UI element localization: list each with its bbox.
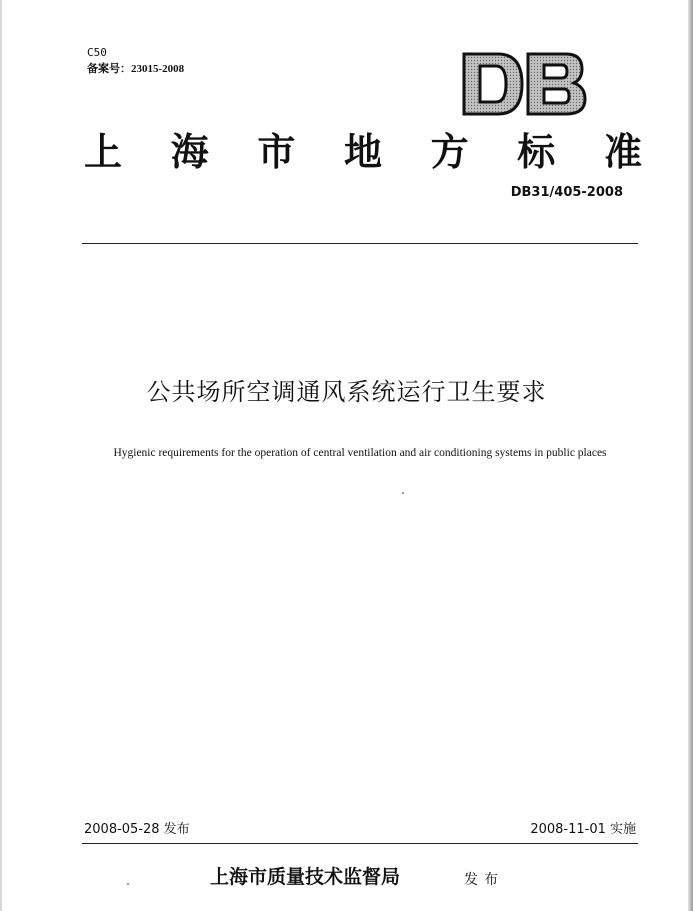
record-number: 备案号：23015-2008 bbox=[87, 63, 185, 75]
standard-heading bbox=[84, 128, 642, 176]
footer-dates bbox=[84, 820, 636, 840]
title-chinese: 公共场所空调通风系统运行卫生要求 bbox=[146, 378, 547, 406]
issue-date: 2008-05-28 发布 bbox=[84, 822, 190, 837]
heading-char: 方 bbox=[430, 129, 469, 174]
scan-speck bbox=[127, 883, 129, 885]
top-divider bbox=[82, 243, 638, 244]
heading-char: 地 bbox=[343, 129, 382, 174]
implementation-date: 2008-11-01 实施 bbox=[530, 822, 636, 837]
title-english: Hygienic requirements for the operation of central ventilation and air conditioning systems in public places bbox=[113, 447, 607, 459]
heading-char: 海 bbox=[170, 129, 209, 174]
page-right-edge-shadow bbox=[688, 0, 693, 911]
scan-speck bbox=[402, 492, 404, 494]
heading-char: 标 bbox=[517, 129, 556, 174]
classification-code: C50 bbox=[87, 46, 107, 59]
page-left-edge bbox=[0, 0, 2, 911]
bottom-divider bbox=[82, 843, 638, 844]
publisher-name: 上海市质量技术监督局 bbox=[210, 866, 401, 888]
db-logo bbox=[458, 50, 590, 118]
standard-number: DB31/405-2008 bbox=[510, 185, 623, 200]
logo-letter-b bbox=[528, 54, 585, 114]
heading-char: 市 bbox=[257, 129, 296, 174]
heading-char: 准 bbox=[603, 129, 642, 174]
publish-label: 发布 bbox=[464, 872, 504, 888]
heading-char: 上 bbox=[84, 129, 123, 174]
logo-letter-d bbox=[464, 54, 522, 114]
